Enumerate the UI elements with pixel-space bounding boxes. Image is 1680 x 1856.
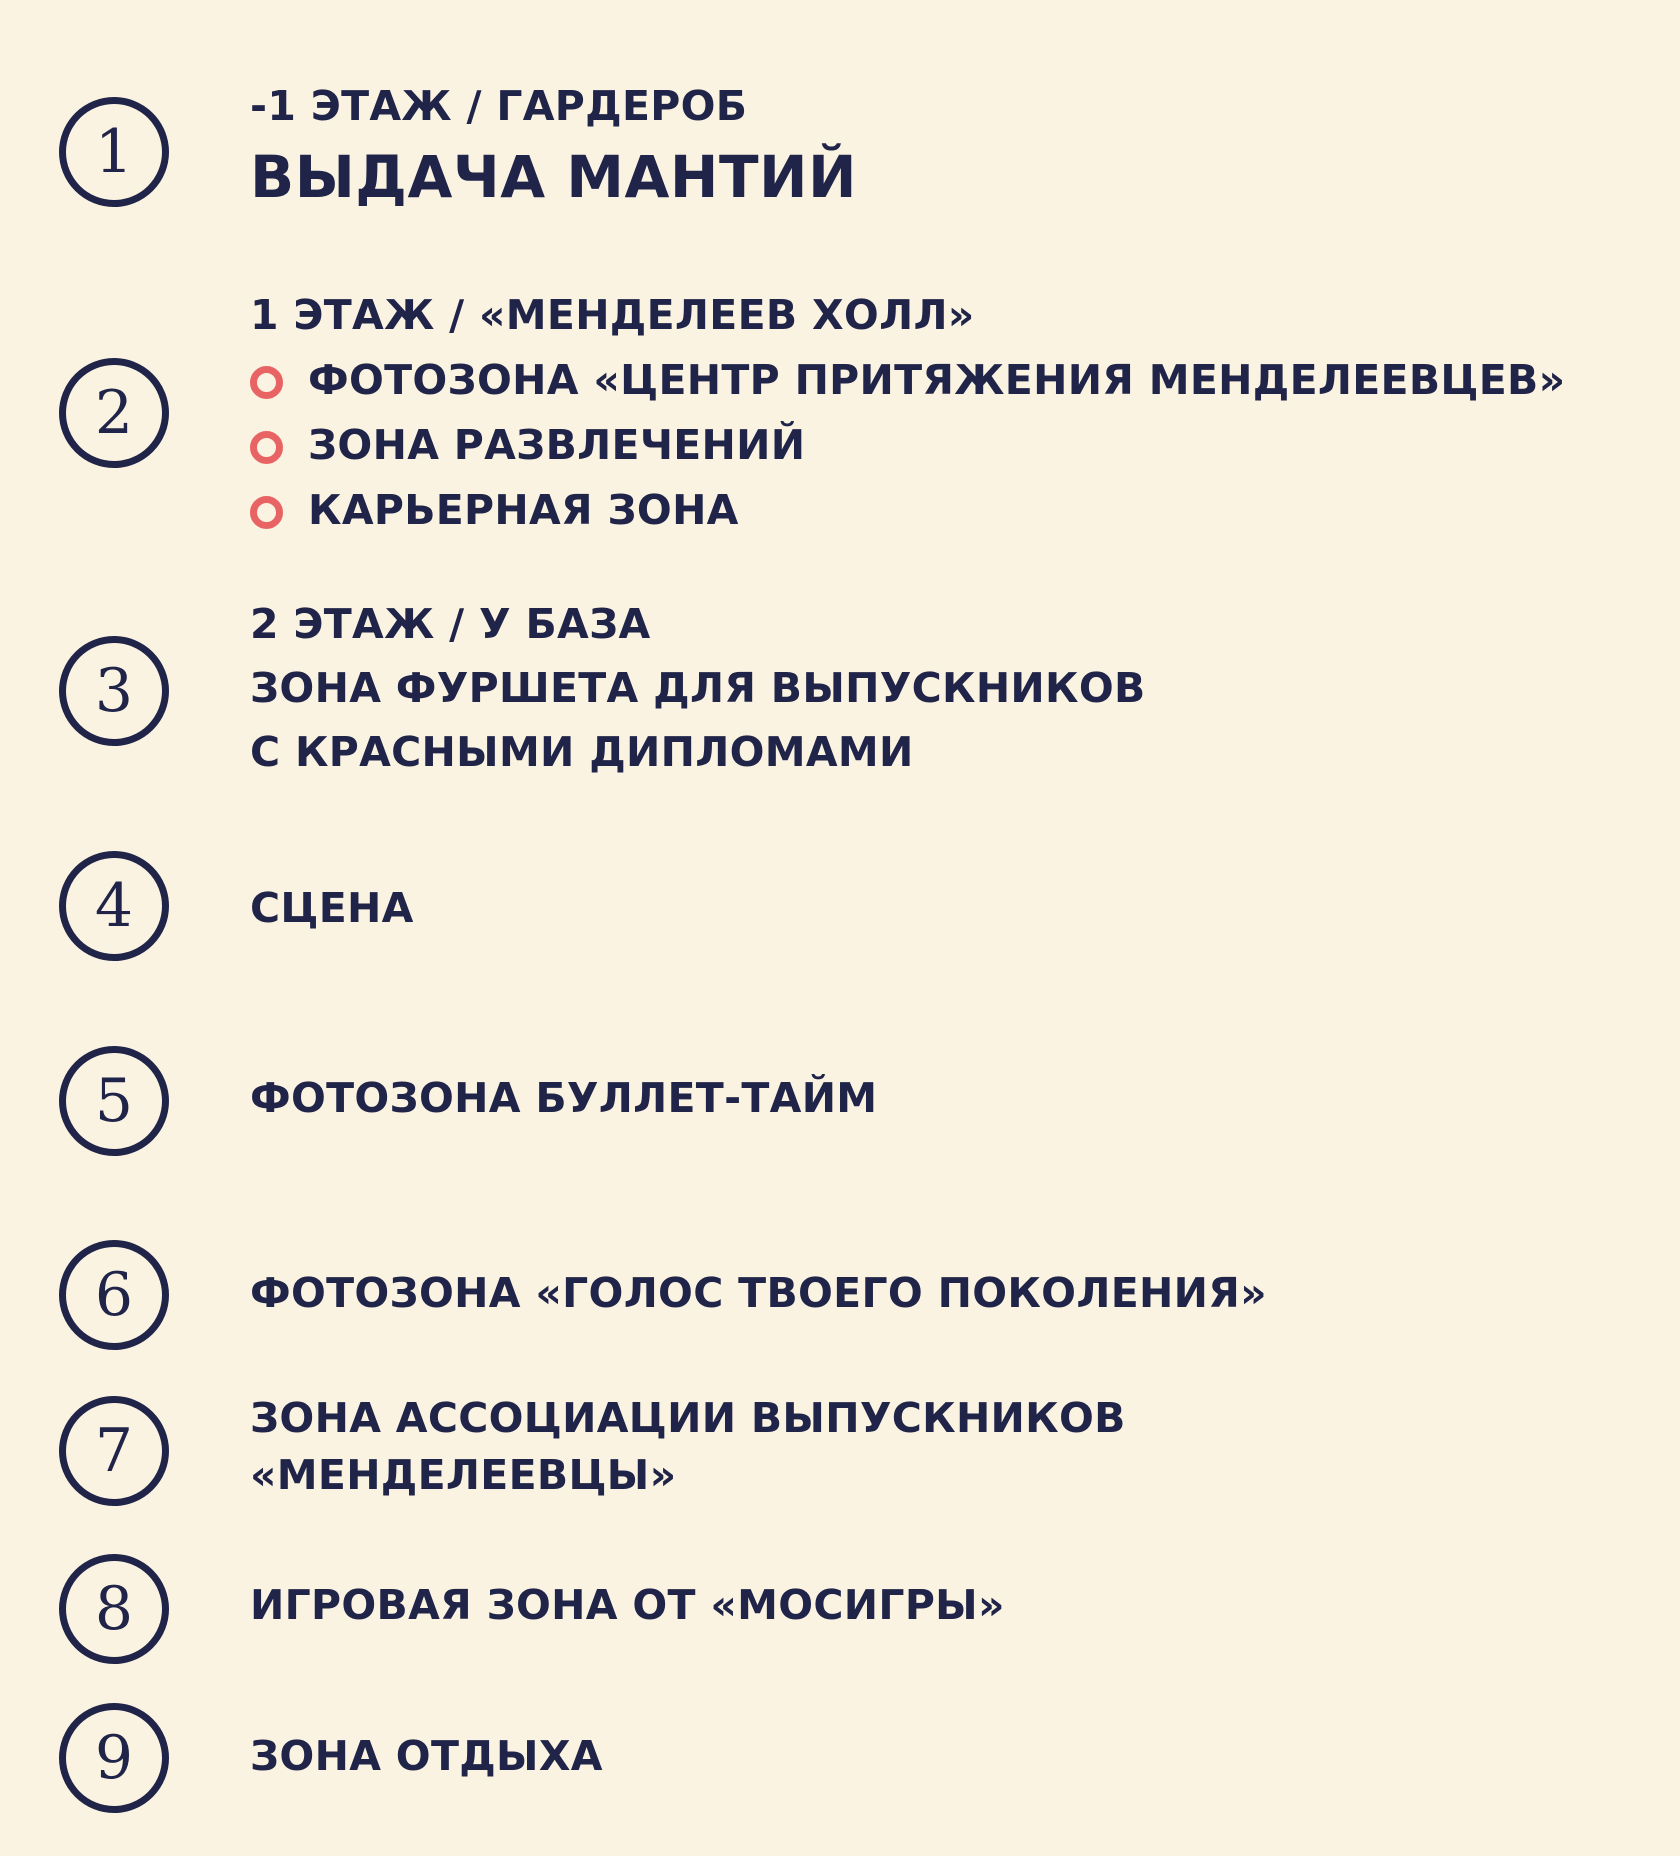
item-2-floor-label: 1 ЭТАЖ / «МЕНДЕЛЕЕВ ХОЛЛ» — [250, 291, 975, 339]
number-badge-6: 6 — [59, 1240, 169, 1350]
item-1-floor-label: -1 ЭТАЖ / ГАРДЕРОБ — [250, 82, 748, 130]
number-badge-7: 7 — [59, 1396, 169, 1506]
bullet-text: ФОТОЗОНА «ЦЕНТР ПРИТЯЖЕНИЯ МЕНДЕЛЕЕВЦЕВ» — [308, 356, 1566, 404]
item-2-bullet-1 — [250, 356, 1660, 404]
item-6-title: ФОТОЗОНА «ГОЛОС ТВОЕГО ПОКОЛЕНИЯ» — [250, 1269, 1267, 1317]
item-4-title: СЦЕНА — [250, 884, 414, 932]
item-3-title-line-2: С КРАСНЫМИ ДИПЛОМАМИ — [250, 728, 914, 776]
item-3-title-line-1: ЗОНА ФУРШЕТА ДЛЯ ВЫПУСКНИКОВ — [250, 664, 1146, 712]
bullet-circle-icon — [250, 431, 283, 464]
bullet-text: ЗОНА РАЗВЛЕЧЕНИЙ — [308, 421, 806, 469]
item-7-title-line-2: «МЕНДЕЛЕЕВЦЫ» — [250, 1451, 677, 1499]
item-2-bullet-3 — [250, 486, 1660, 534]
bullet-circle-icon — [250, 366, 283, 399]
number-badge-8: 8 — [59, 1554, 169, 1664]
number-badge-1: 1 — [59, 97, 169, 207]
item-3-floor-label: 2 ЭТАЖ / У БАЗА — [250, 600, 651, 648]
number-badge-2: 2 — [59, 358, 169, 468]
item-5-title: ФОТОЗОНА БУЛЛЕТ-ТАЙМ — [250, 1074, 878, 1122]
number-badge-4: 4 — [59, 851, 169, 961]
bullet-text: КАРЬЕРНАЯ ЗОНА — [308, 486, 739, 534]
number-badge-5: 5 — [59, 1046, 169, 1156]
item-9-title: ЗОНА ОТДЫХА — [250, 1732, 603, 1780]
number-badge-3: 3 — [59, 636, 169, 746]
item-1-title: ВЫДАЧА МАНТИЙ — [250, 143, 858, 211]
item-7-title-line-1: ЗОНА АССОЦИАЦИИ ВЫПУСКНИКОВ — [250, 1394, 1126, 1442]
number-badge-9: 9 — [59, 1703, 169, 1813]
bullet-circle-icon — [250, 496, 283, 529]
item-2-bullet-2 — [250, 421, 1660, 469]
item-8-title: ИГРОВАЯ ЗОНА ОТ «МОСИГРЫ» — [250, 1581, 1005, 1629]
